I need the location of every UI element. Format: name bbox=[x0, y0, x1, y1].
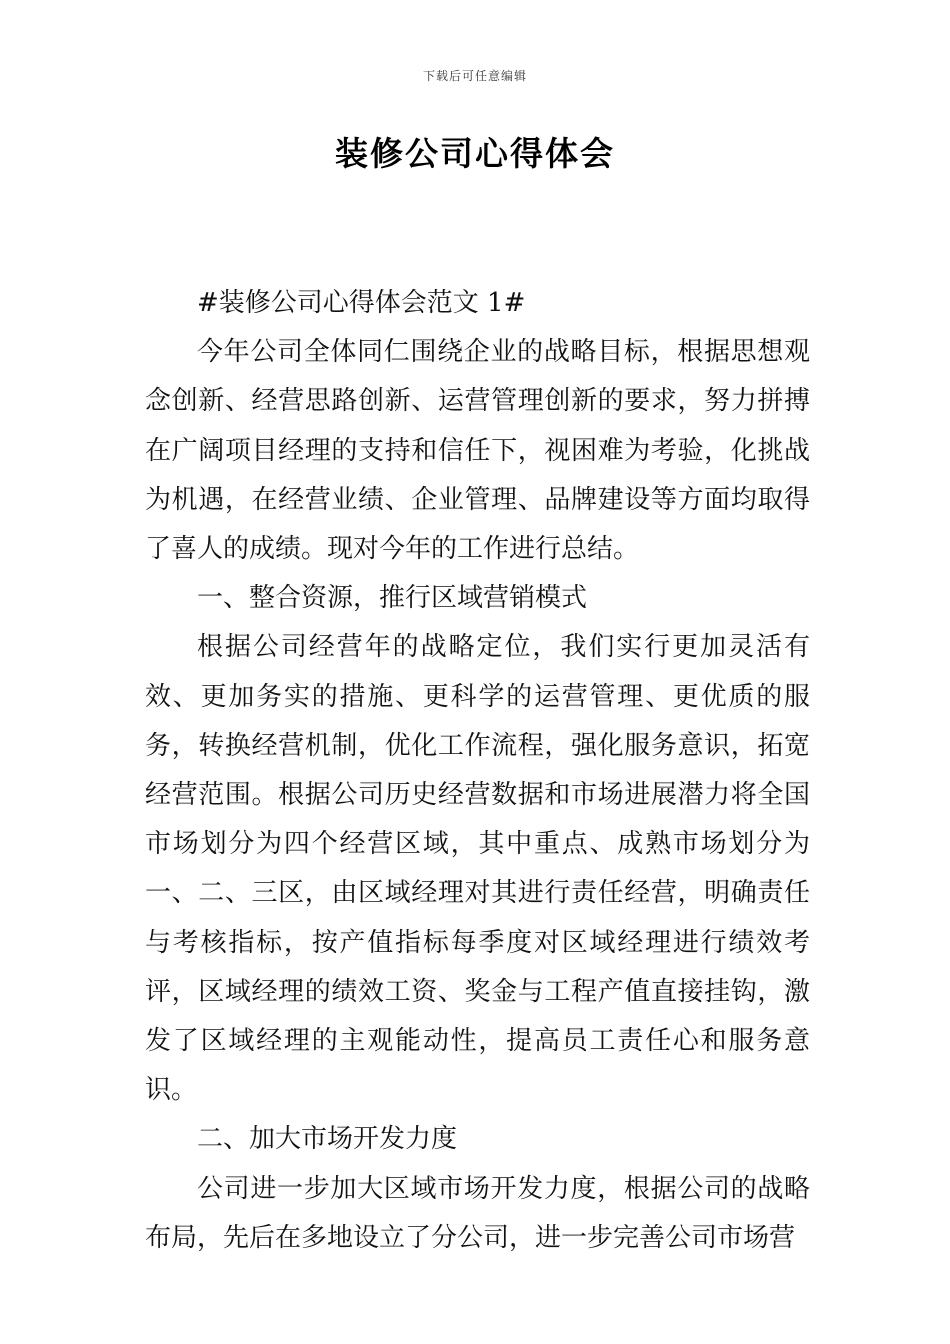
paragraph-market-development: 公司进一步加大区域市场开发力度，根据公司的战略布局，先后在多地设立了分公司，进一步完善公司市场营 bbox=[145, 1173, 810, 1253]
document-title: 装修公司心得体会 bbox=[335, 134, 615, 173]
section-heading-example-1: #装修公司心得体会范文 1# bbox=[197, 288, 526, 318]
section-heading-1: 一、整合资源，推行区域营销模式 bbox=[197, 583, 588, 614]
paragraph-intro: 今年公司全体同仁围绕企业的战略目标，根据思想观念创新、经营思路创新、运营管理创新的要求，努力拼搏在广阔项目经理的支持和信任下，视困难为考验，化挑战为机遇，在经营业绩、企业管理、品牌建设等方面均取得了喜人的成绩。现对今年的工作进行总结。 bbox=[145, 337, 810, 565]
document-body bbox=[145, 279, 810, 1263]
header-note: 下载后可任意编辑 bbox=[422, 69, 527, 83]
paragraph-regional-marketing: 根据公司经营年的战略定位，我们实行更加灵活有效、更加务实的措施、更科学的运营管理、更优质的服务，转换经营机制，优化工作流程，强化服务意识，拓宽经营范围。根据公司历史经营数据和市场进展潜力将全国市场划分为四个经营区域，其中重点、成熟市场划分为一、二、三区，由区域经理对其进行责任经营，明确责任与考核指标，按产值指标每季度对区域经理进行绩效考评，区域经理的绩效工资、奖金与工程产值直接挂钩，激发了区域经理的主观能动性，提高员工责任心和服务意识。 bbox=[145, 632, 810, 1106]
section-heading-2: 二、加大市场开发力度 bbox=[197, 1124, 458, 1155]
